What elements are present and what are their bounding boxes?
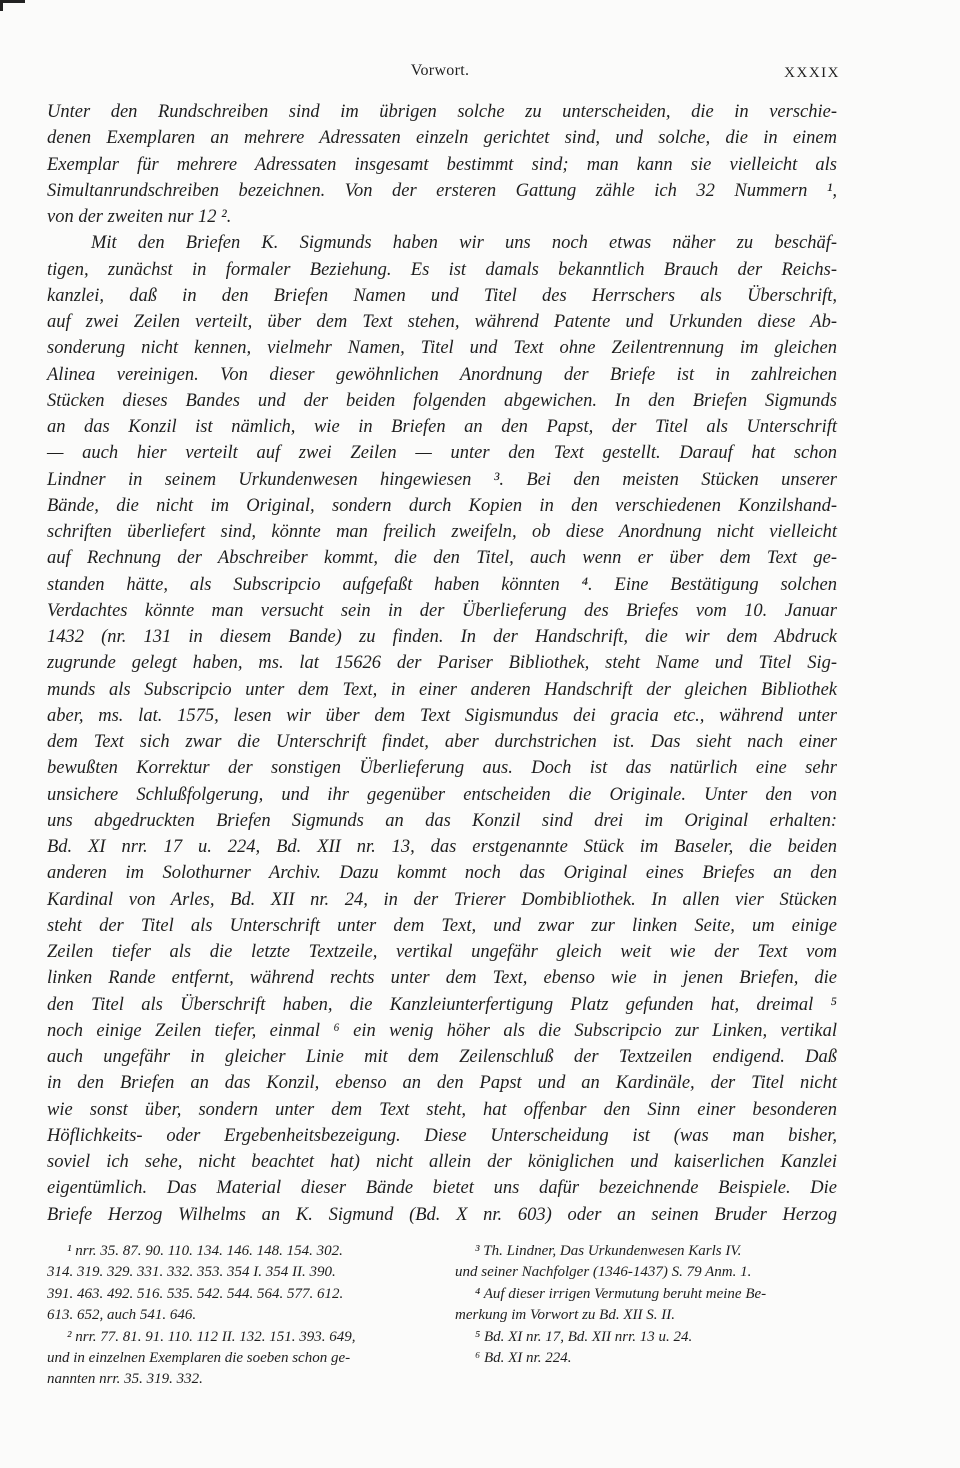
footnote-line: ⁴ Auf dieser irrigen Vermutung beruht meine Be- xyxy=(475,1285,767,1302)
body-line: denen Exemplaren an mehrere Adressaten einzeln gerichtet sind, und solche, die in einem xyxy=(47,128,837,149)
body-line: munds als Subscripcio unter dem Text, in einer anderen Handschrift der gleichen Bibliothek xyxy=(47,679,837,700)
body-line: auch ungefähr in gleicher Linie mit dem Zeilenschluß der Textzeilen endigend. Daß xyxy=(47,1047,837,1067)
body-line: Exemplar für mehrere Adressaten insgesamt bestimmt sind; man kann sie vielleicht als xyxy=(47,154,837,175)
footnotes-right-column xyxy=(455,1241,840,1369)
body-line: Alinea vereinigen. Von dieser gewöhnlichen Anordnung der Briefe ist in zahlreichen xyxy=(47,364,837,385)
body-line: aber, ms. lat. 1575, lesen wir über dem Text Sigismundus dei gracia etc., während unter xyxy=(47,705,837,726)
body-line: Zeilen tiefer als die letzte Textzeile, vertikal ungefähr gleich weit wie der Text vom xyxy=(47,942,837,962)
body-line: Bände, die nicht im Original, sondern durch Kopien in den verschiedenen Konzilshand- xyxy=(47,495,837,516)
body-line: von der zweiten nur 12 ². xyxy=(47,207,232,227)
body-line: in den Briefen an das Konzil, ebenso an den Papst und an Kardinäle, der Titel nicht xyxy=(47,1073,837,1094)
body-line: 1432 (nr. 131 in diesem Bande) zu finden. In der Handschrift, die wir dem Abdruck xyxy=(47,627,837,647)
body-line: uns abgedruckten Briefen Sigmunds an das Konzil sind drei im Original erhalten: xyxy=(47,810,837,831)
body-line: Höflichkeits- oder Ergebenheitsbezeigung. Diese Unterscheidung ist (was man bisher, xyxy=(47,1125,837,1146)
body-line: Simultanrundschreiben bezeichnen. Von der ersteren Gattung zähle ich 32 Nummern ¹, xyxy=(47,180,837,201)
body-line: steht der Titel als Unterschrift unter dem Text, und zwar zur linken Seite, um einige xyxy=(47,915,837,936)
footnote-line: 314. 319. 329. 331. 332. 353. 354 I. 354 II. 390. xyxy=(47,1264,336,1281)
body-line: dem Text sich zwar die Unterschrift findet, aber durchstrichen ist. Das sieht nach einer xyxy=(47,732,837,752)
body-line: standen hätte, als Subscripcio aufgefaßt haben könnten ⁴. Eine Bestätigung solchen xyxy=(47,574,837,595)
body-line: Verdachtes könnte man versucht sein in der Überlieferung des Briefes vom 10. Januar xyxy=(47,600,837,621)
body-line: den Titel als Überschrift haben, die Kanzleiunterfertigung Platz gefunden hat, dreimal ⁵ xyxy=(47,994,837,1015)
footnote-line: ¹ nrr. 35. 87. 90. 110. 134. 146. 148. 154. 302. xyxy=(67,1243,343,1259)
footnote-line: ³ Th. Lindner, Das Urkundenwesen Karls IV. xyxy=(475,1243,742,1259)
main-text xyxy=(47,99,837,1228)
page-header xyxy=(40,62,840,86)
body-line: linken Rande entfernt, während rechts unter dem Text, ebenso wie in jenen Briefen, die xyxy=(47,968,837,989)
body-line: auf Rechnung der Abschreiber kommt, die den Titel, auch wenn er über dem Text ge- xyxy=(47,548,837,569)
body-line: auf zwei Zeilen verteilt, über dem Text stehen, während Patente und Urkunden diese Ab- xyxy=(47,312,837,332)
body-line: Mit den Briefen K. Sigmunds haben wir uns noch etwas näher zu beschäf- xyxy=(91,233,837,254)
running-head: Vorwort. xyxy=(410,62,470,79)
footnote-line: nannten nrr. 35. 319. 332. xyxy=(47,1371,203,1388)
footnote-line: merkung im Vorwort zu Bd. XII S. II. xyxy=(455,1307,675,1324)
body-line: Stücken dieses Bandes und der beiden folgenden abgewichen. In den Briefen Sigmunds xyxy=(47,390,837,411)
body-line: tigen, zunächst in formaler Beziehung. Es ist damals bekanntlich Brauch der Reichs- xyxy=(47,259,837,280)
body-line: sonderung nicht kennen, vielmehr Namen, Titel und Text ohne Zeilentrennung im gleichen xyxy=(47,338,837,359)
footnote-line: 613. 652, auch 541. 646. xyxy=(47,1307,197,1324)
page-number: XXXIX xyxy=(784,65,840,81)
footnote-line: ⁵ Bd. XI nr. 17, Bd. XII nrr. 13 u. 24. xyxy=(475,1328,693,1345)
body-line: bewußten Korrektur der sonstigen Überlieferung aus. Doch ist das natürlich eine sehr xyxy=(47,758,837,779)
footnotes-left-column xyxy=(47,1241,422,1391)
footnote-line: ⁶ Bd. XI nr. 224. xyxy=(475,1349,572,1366)
footnote-line: ² nrr. 77. 81. 91. 110. 112 II. 132. 151. 393. 649, xyxy=(67,1328,356,1345)
footnote-line: und seiner Nachfolger (1346-1437) S. 79 Anm. 1. xyxy=(455,1264,752,1281)
footnote-line: 391. 463. 492. 516. 535. 542. 544. 564. 577. 612. xyxy=(47,1285,344,1302)
body-line: soviel ich sehe, nicht beachtet hat) nicht allein der königlichen und kaiserlichen Kanzlei xyxy=(47,1152,837,1172)
body-line: schriften überliefert sind, könnte man freilich zweifeln, ob diese Anordnung nicht vielleicht xyxy=(47,522,837,542)
body-line: Unter den Rundschreiben sind im übrigen solche zu unterscheiden, die in verschie- xyxy=(47,102,837,122)
body-line: wie sonst über, sondern unter dem Text steht, hat offenbar den Sinn einer besonderen xyxy=(47,1099,837,1120)
body-line: Kardinal von Arles, Bd. XII nr. 24, in der Trierer Dombibliothek. In allen vier Stücken xyxy=(47,889,837,910)
body-line: Briefe Herzog Wilhelms an K. Sigmund (Bd. X nr. 603) oder an seinen Bruder Herzog xyxy=(47,1204,837,1225)
footnote-line: und in einzelnen Exemplaren die soeben schon ge- xyxy=(47,1349,351,1366)
body-line: unsichere Schlußfolgerung, und ihr gegenüber entscheiden die Originale. Unter den von xyxy=(47,784,837,805)
body-line: eigentümlich. Das Material dieser Bände bietet uns dafür bezeichnende Beispiele. Die xyxy=(47,1178,837,1199)
body-line: noch einige Zeilen tiefer, einmal ⁶ ein wenig höher als die Subscripcio zur Linken, vertikal xyxy=(47,1020,837,1041)
body-line: — auch hier verteilt auf zwei Zeilen — unter den Text gestellt. Darauf hat schon xyxy=(47,443,837,464)
scan-corner-mark xyxy=(0,0,25,11)
body-line: zugrunde gelegt haben, ms. lat 15626 der Pariser Bibliothek, steht Name und Titel Sig- xyxy=(47,653,837,674)
body-line: an das Konzil ist nämlich, wie in Briefen an den Papst, der Titel als Unterschrift xyxy=(47,417,837,437)
body-line: Bd. XI nrr. 17 u. 224, Bd. XII nr. 13, das erstgenannte Stück im Baseler, die beiden xyxy=(47,837,837,857)
body-line: Lindner in seinem Urkundenwesen hingewiesen ³. Bei den meisten Stücken unserer xyxy=(47,469,837,490)
body-line: anderen im Solothurner Archiv. Dazu kommt noch das Original eines Briefes an den xyxy=(47,863,837,884)
body-line: kanzlei, daß in den Briefen Namen und Titel des Herrschers als Überschrift, xyxy=(47,285,837,306)
